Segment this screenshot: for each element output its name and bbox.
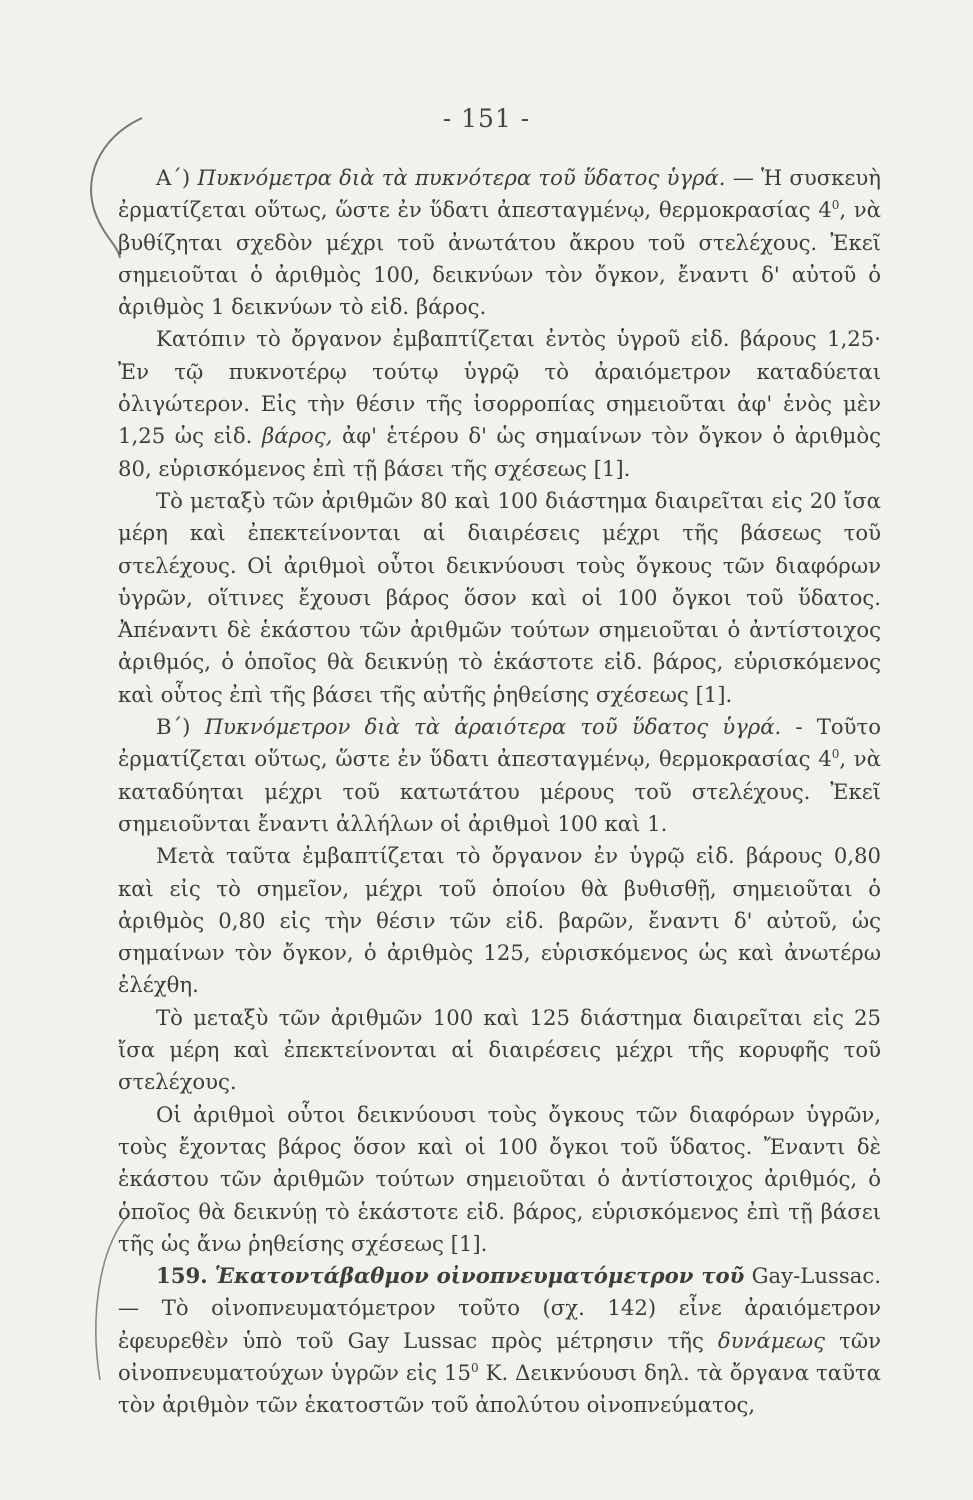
section-b-text-1: Τοῦτο ἐρματίζεται οὕτως, ὥστε ἐν ὕδατι ἀπεσταγμένῳ, θερμοκρασίας 4 <box>118 714 881 772</box>
section-159-dash: — <box>118 1295 140 1321</box>
section-159-text-1: Τὸ οἰνοπνευματόμετρον τοῦτο (σχ. 142) εἶνε ἀραιόμετρον ἐφευρεθὲν ὑπὸ τοῦ Gay Lussac πρὸς μέτρησιν τῆς <box>118 1295 881 1353</box>
section-a-title: Πυκνόμετρα διὰ τὰ πυκνότερα τοῦ ὕδατος ὑγρά. <box>197 165 726 190</box>
paragraph-a3: Τὸ μεταξὺ τῶν ἀριθμῶν 80 καὶ 100 διάστημα διαιρεῖται εἰς 20 ἴσα μέρη καὶ ἐπεκτείνονται αἱ διαιρέσεις μέχρι τῆς βάσεως τοῦ στελέχους. Οἱ ἀριθμοὶ οὗτοι δεικνύουσι τοὺς ὄγκους τῶν διαφόρων ὑγρῶν, οἵτινες ἔχουσι βάρος ὅσον καὶ οἱ 100 ὄγκοι τοῦ ὕδατος. Ἀπέναντι δὲ ἑκάστου τῶν ἀριθμῶν τούτων σημειοῦται ὁ ἀντίστοιχος ἀριθμός, ὁ ὁποῖος θὰ δεικνύῃ τὸ ἑκάστοτε εἰδ. βάρος, εὑρισκόμενος καὶ οὗτος ἐπὶ τῆς βάσει τῆς αὐτῆς ῥηθείσης σχέσεως [1]. <box>118 487 881 707</box>
section-b-degree: 0 <box>831 747 840 762</box>
section-a-text-2: , νὰ βυθίζηται σχεδὸν μέχρι τοῦ ἀνωτάτου ἄκρου τοῦ στελέχους. Ἐκεῖ σημειοῦται ὁ ἀριθμὸς 100, δεικνύων τὸν ὄγκον, ἔναντι δ' αὐτοῦ ὁ ἀριθμὸς 1 δεικνύων τὸ εἰδ. βάρος. <box>118 197 881 320</box>
paragraph-b3: Τὸ μεταξὺ τῶν ἀριθμῶν 100 καὶ 125 διάστημα διαιρεῖται εἰς 25 ἴσα μέρη καὶ ἐπεκτείνονται αἱ διαιρέσεις μέχρι τῆς κορυφῆς τοῦ στελέχους. <box>118 1004 881 1095</box>
section-b-label: Β΄) <box>156 714 191 740</box>
section-b-title: Πυκνόμετρον διὰ τὰ ἀραιότερα τοῦ ὕδατος ὑγρά. <box>204 714 782 740</box>
paragraph-section-159 <box>118 1260 881 1421</box>
section-159-italic: δυνάμεως <box>717 1327 826 1353</box>
paragraph-a2-italic: βάρος, <box>261 423 333 449</box>
section-a-degree: 0 <box>831 198 840 213</box>
section-a-text-1: Ἡ συσκευὴ ἐρματίζεται οὕτως, ὥστε ἐν ὕδατι ἀπεσταγμένῳ, θερμοκρασίας 4 <box>118 165 881 223</box>
page-number: - 151 - <box>442 104 531 133</box>
section-b-dash: - <box>795 714 803 740</box>
section-159-name: Gay-Lussac. <box>751 1263 881 1289</box>
paragraph-section-b <box>118 711 881 840</box>
section-159-number: 159. <box>156 1263 208 1289</box>
section-159-degree: 0 <box>470 1360 479 1375</box>
section-159-text-2: τῶν οἰνοπνευματούχων ὑγρῶν εἰς 15 <box>118 1327 881 1385</box>
section-159-title: Ἑκατοντάβαθμον οἰνοπνευματόμετρον τοῦ <box>214 1263 745 1289</box>
section-159-text-3: Κ. Δεικνύουσι δηλ. τὰ ὄργανα ταῦτα τὸν ἀριθμὸν τῶν ἑκατοστῶν τοῦ ἀπολύτου οἰνοπνεύματος, <box>118 1359 881 1418</box>
paragraph-b2: Μετὰ ταῦτα ἐμβαπτίζεται τὸ ὄργανον ἐν ὑγρῷ εἰδ. βάρους 0,80 καὶ εἰς τὸ σημεῖον, μέχρι τοῦ ὁποίου θὰ βυθισθῇ, σημειοῦται ὁ ἀριθμὸς 0,80 εἰς τὴν θέσιν τῶν εἰδ. βαρῶν, ἔναντι δ' αὐτοῦ, ὡς σημαίνων τὸν ὄγκον, ὁ ἀριθμὸς 125, εὑρισκόμενος ὡς καὶ ἀνωτέρω ἐλέχθη. <box>118 843 881 998</box>
section-a-label: Α΄) <box>156 165 191 190</box>
paragraph-a2 <box>118 323 881 484</box>
paragraph-a2-text: Κατόπιν τὸ ὄργανον ἐμβαπτίζεται ἐντὸς ὑγροῦ εἰδ. βάρους 1,25· Ἐν τῷ πυκνοτέρῳ τούτῳ ὑγρῷ τὸ ἀραιόμετρον καταδύεται ὀλιγώτερον. Εἰς τὴν θέσιν τῆς ἰσορροπίας σημειοῦται ἀφ' ἑνὸς μὲν 1,25 ὡς εἰδ. <box>118 326 881 449</box>
paragraph-a2-end: ἀφ' ἑτέρου δ' ὡς σημαίνων τὸν ὄγκον ὁ ἀριθμὸς 80, εὑρισκόμενος ἐπὶ τῇ βάσει τῆς σχέσεως [1]. <box>118 423 881 481</box>
section-a-dash: — <box>732 165 754 190</box>
main-text <box>118 162 881 1422</box>
paragraph-section-a <box>118 162 881 323</box>
paragraph-b4: Οἱ ἀριθμοὶ οὗτοι δεικνύουσι τοὺς ὄγκους τῶν διαφόρων ὑγρῶν, τοὺς ἔχοντας βάρος ὅσον καὶ οἱ 100 ὄγκοι τοῦ ὕδατος. Ἔναντι δὲ ἑκάστου τῶν ἀριθμῶν τούτων σημειοῦται ὁ ἀντίστοιχος ἀριθμός, ὁ ὁποῖος θὰ δεικνύῃ τὸ ἑκάστοτε εἰδ. βάρος, εὑρισκόμενος ἐπὶ τῇ βάσει τῆς ὡς ἄνω ῥηθείσης σχέσεως [1]. <box>118 1101 881 1256</box>
section-b-text-2: , νὰ καταδύηται μέχρι τοῦ κατωτάτου μέρους τοῦ στελέχους. Ἐκεῖ σημειοῦνται ἔναντι ἀλλήλων οἱ ἀριθμοὶ 100 καὶ 1. <box>118 746 881 836</box>
